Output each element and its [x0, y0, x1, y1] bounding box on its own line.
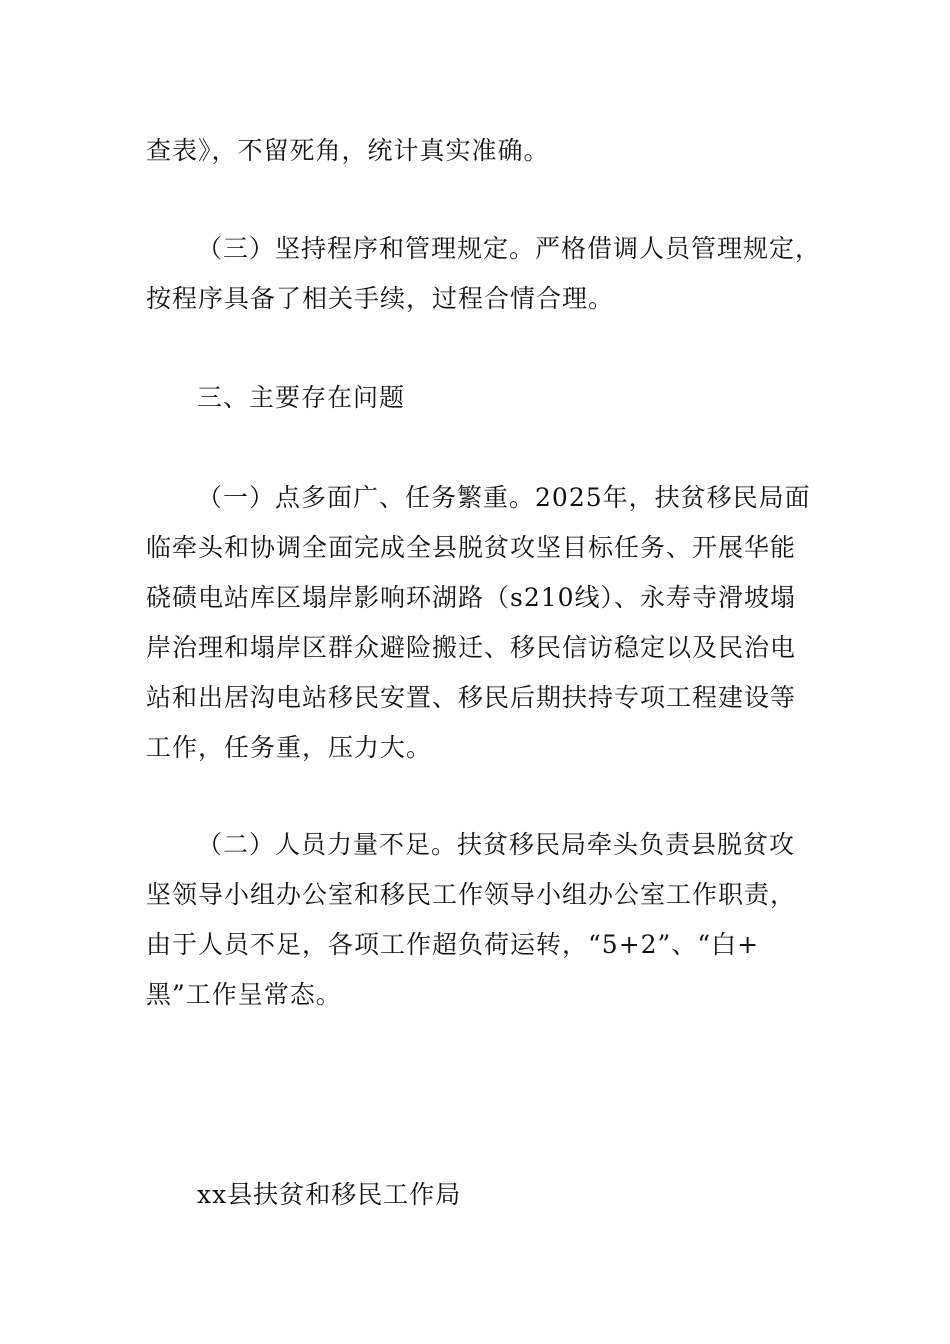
problem-1-line-5: 站和出居沟电站移民安置、移民后期扶持专项工程建设等: [146, 683, 797, 712]
problem-1-line-1: （一）点多面广、任务繁重。2025年，扶贫移民局面: [197, 483, 811, 512]
problem-1-line-4: 岸治理和塌岸区群众避险搬迁、移民信访稳定以及民治电: [146, 633, 797, 662]
problem-1-line-3: 硗碛电站库区塌岸影响环湖路（s210线）、永寿寺滑坡塌: [146, 583, 797, 612]
section-heading: 三、主要存在问题: [197, 383, 406, 412]
signature-organization: xx县扶贫和移民工作局: [197, 1180, 462, 1209]
problem-1-line-6: 工作，任务重，压力大。: [146, 733, 433, 762]
problem-2-line-2: 坚领导小组办公室和移民工作领导小组办公室工作职责，: [146, 880, 797, 909]
problem-1-line-2: 临牵头和协调全面完成全县脱贫攻坚目标任务、开展华能: [146, 533, 797, 562]
problem-2-line-1: （二）人员力量不足。扶贫移民局牵头负责县脱贫攻: [197, 830, 796, 859]
problem-2-line-4: 黑”工作呈常态。: [146, 980, 342, 1009]
paragraph-3-line-1: （三）坚持程序和管理规定。严格借调人员管理规定，: [197, 234, 822, 263]
paragraph-3-line-2: 按程序具备了相关手续，过程合情合理。: [146, 284, 615, 313]
problem-2-line-3: 由于人员不足，各项工作超负荷运转，“5+2”、“白+: [146, 930, 760, 959]
text-line: 查表》，不留死角，统计真实准确。: [146, 136, 550, 165]
